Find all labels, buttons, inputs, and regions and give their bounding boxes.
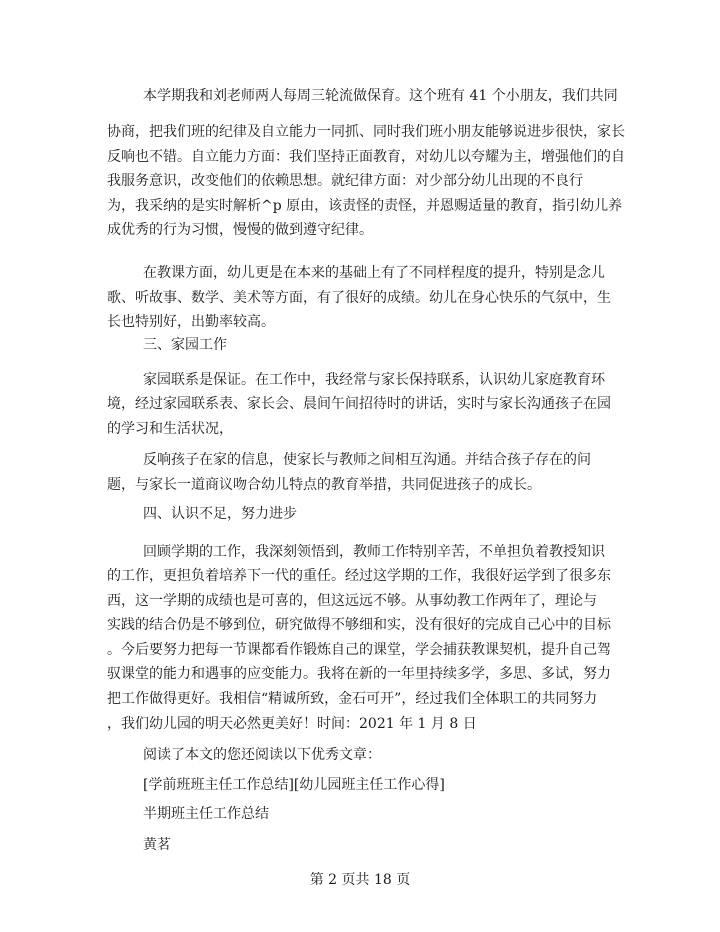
paragraph-line: 半期班主任工作总结 — [143, 806, 269, 822]
section-heading: 三、家园工作 — [143, 337, 227, 353]
paragraph-line: 长也特别好，出勤率较高。 — [107, 314, 275, 330]
paragraph-line: 成优秀的行为习惯，慢慢的做到遵守纪律。 — [107, 222, 373, 238]
paragraph-line: 反响孩子在家的信息，使家长与教师之间相互沟通。并结合孩子存在的问 — [143, 452, 591, 468]
paragraph-line: 歌、听故事、数学、美术等方面，有了很好的成绩。幼儿在身心快乐的气氛中，生 — [107, 290, 611, 306]
paragraph-line: 驭课堂的能力和遇事的应变能力。我将在新的一年里持续多学，多思、多试，努力 — [107, 666, 611, 682]
paragraph-line: 的工作，更担负着培养下一代的重任。经过这学期的工作，我很好运学到了很多东 — [107, 568, 611, 584]
paragraph-line: 为，我采纳的是实时解析^p 原由，该责怪的责怪，并恩赐适量的教育，指引幼儿养 — [107, 198, 623, 214]
paragraph-line: 回顾学期的工作，我深刻领悟到，教师工作特别辛苦，不单担负着教授知识 — [143, 544, 605, 560]
paragraph-line: 把工作做得更好。我相信“精诚所致，金石可开”，经过我们全体职工的共同努力 — [107, 691, 598, 707]
paragraph-line: 境，经过家园联系表、家长会、晨间午间招待时的讲话，实时与家长沟通孩子在园 — [107, 396, 611, 412]
paragraph-line: 本学期我和刘老师两人每周三轮流做保育。这个班有 41 个小朋友，我们共同 — [143, 88, 618, 104]
paragraph-line: 的学习和生活状况， — [107, 421, 233, 437]
paragraph-line: 实践的结合仍是不够到位，研究做得不够细和实，没有很好的完成自己心中的目标 — [107, 617, 611, 633]
paragraph-line: [学前班班主任工作总结][幼儿园班主任工作心得] — [143, 777, 445, 793]
paragraph-line: 。今后要努力把每一节课都看作锻炼自己的课堂，学会捕获教课契机，提升自己驾 — [107, 642, 611, 658]
section-heading: 四、认识不足，努力进步 — [143, 506, 297, 522]
paragraph-line: 反响也不错。自立能力方面：我们坚持正面教育，对幼儿以夸耀为主，增强他们的自 — [107, 149, 625, 165]
paragraph-line: 西，这一学期的成绩也是可喜的，但这远远不够。从事幼教工作两年了，理论与 — [107, 593, 597, 609]
paragraph-line: 题，与家长一道商议吻合幼儿特点的教育举措，共同促进孩子的成长。 — [107, 477, 541, 493]
page-footer: 第 2 页共 18 页 — [309, 872, 411, 888]
paragraph-line: 协商，把我们班的纪律及自立能力一同抓、同时我们班小朋友能够说进步很快，家长 — [107, 124, 625, 140]
paragraph-line: 阅读了本文的您还阅读以下优秀文章： — [143, 747, 381, 763]
paragraph-line: ，我们幼儿园的明天必然更美好！时间：2021 年 1 月 8 日 — [107, 716, 477, 732]
paragraph-line: 黄茗 — [143, 837, 171, 853]
paragraph-line: 家园联系是保证。在工作中，我经常与家长保持联系，认识幼儿家庭教育环 — [143, 372, 605, 388]
paragraph-line: 我服务意识，改变他们的依赖思想。就纪律方面：对少部分幼儿出现的不良行 — [107, 173, 583, 189]
paragraph-line: 在教课方面，幼儿更是在本来的基础上有了不同样程度的提升，特别是念儿 — [143, 265, 605, 281]
